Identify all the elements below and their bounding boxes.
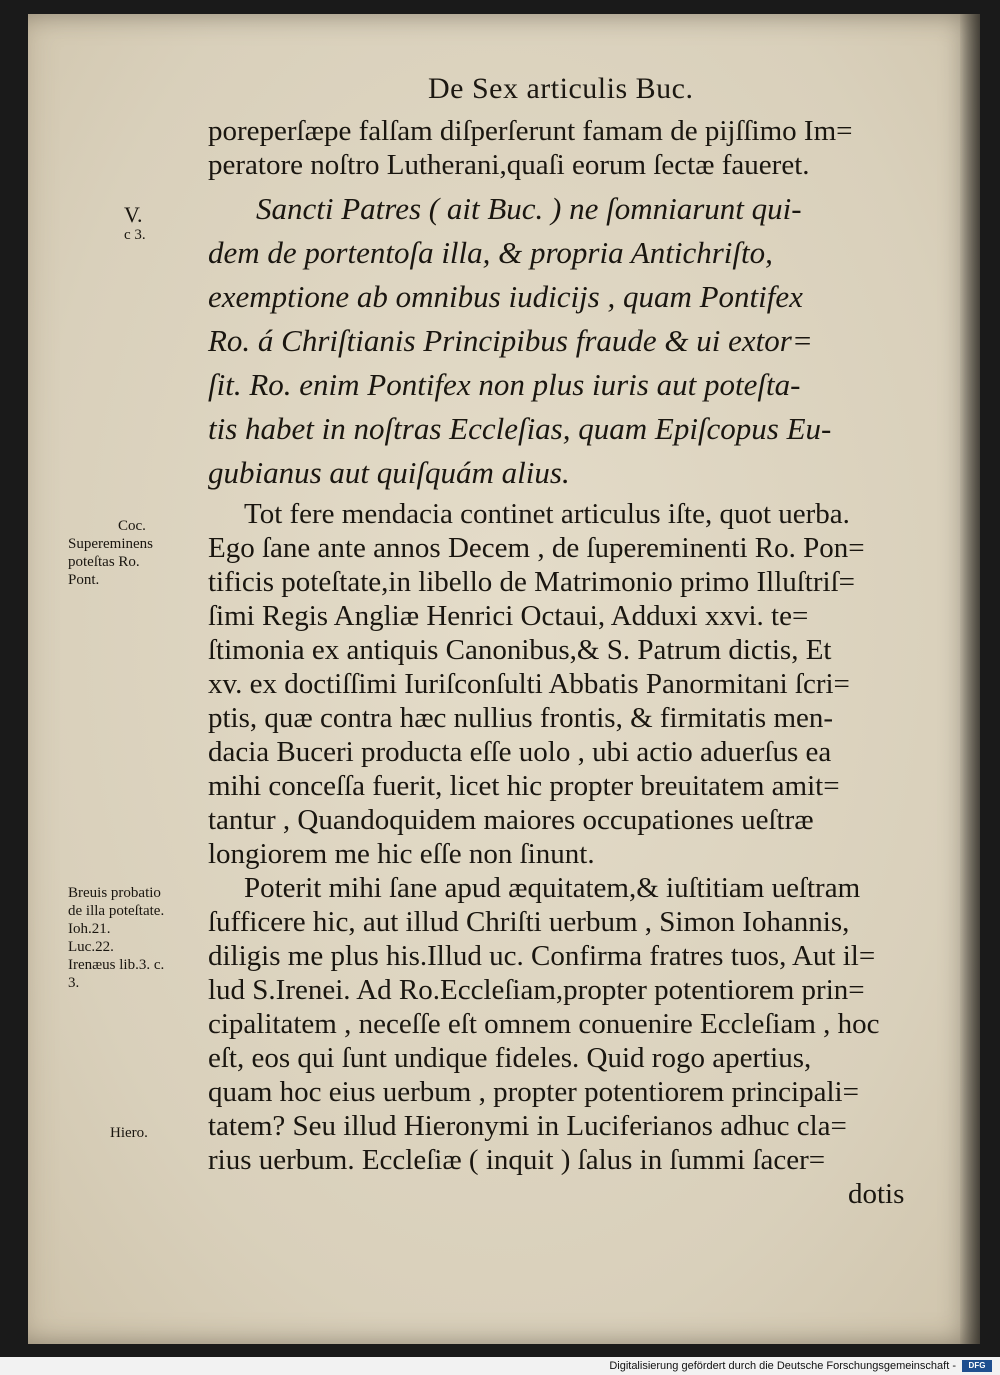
margin-note-line: Pont.	[68, 572, 100, 588]
text-line: Ro. á Chriſtianis Principibus fraude & ui extor=	[208, 323, 813, 358]
margin-note-line: Hiero.	[110, 1125, 148, 1141]
text-line: Sancti Patres ( ait Buc. ) ne ſomniarunt qui-	[256, 191, 802, 226]
text-line: tis habet in noſtras Eccleſias, quam Epiſcopus Eu-	[208, 411, 832, 446]
catchword: dotis	[848, 1178, 905, 1210]
text-line: cipalitatem , neceſſe eſt omnem conuenire Eccleſiam , hoc	[208, 1008, 880, 1040]
margin-note-line: Irenæus lib.3. c.	[68, 957, 165, 973]
text-line: ptis, quæ contra hæc nullius frontis, & firmitatis men-	[208, 702, 834, 734]
text-line: ſtimonia ex antiquis Canonibus,& S. Patrum dictis, Et	[208, 634, 832, 666]
text-line: peratore noſtro Lutherani,quaſi eorum ſectæ faueret.	[208, 149, 810, 181]
text-line: lud S.Irenei. Ad Ro.Eccleſiam,propter potentiorem prin=	[208, 974, 865, 1006]
text-line: ſimi Regis Angliæ Henrici Octaui, Adduxi xxvi. te=	[208, 600, 809, 632]
margin-note-2	[68, 517, 153, 589]
text-line: exemptione ab omnibus iudicijs , quam Pontifex	[208, 279, 803, 314]
text-line: longiorem me hic eſſe non ſinunt.	[208, 838, 595, 870]
text-line: diligis me plus his.Illud uc. Confirma fratres tuos, Aut il=	[208, 940, 876, 972]
dfg-logo[interactable]: DFG	[962, 1360, 992, 1372]
book-page	[28, 14, 980, 1344]
running-head: De Sex articulis Buc.	[428, 72, 694, 105]
margin-note-line: c 3.	[124, 227, 146, 243]
margin-note-line: Supereminens	[68, 536, 153, 552]
text-line: tatem? Seu illud Hieronymi in Luciferianos adhuc cla=	[208, 1110, 847, 1142]
text-line: dacia Buceri producta eſſe uolo , ubi actio aduerſus ea	[208, 736, 832, 768]
margin-note-line: 3.	[68, 975, 80, 991]
footer-credit: Digitalisierung gefördert durch die Deutsche Forschungsgemeinschaft -	[609, 1360, 956, 1372]
text-line: ſufficere hic, aut illud Chriſti uerbum , Simon Iohannis,	[208, 906, 850, 938]
text-line: tificis poteſtate,in libello de Matrimonio primo Illuſtriſ=	[208, 566, 855, 598]
text-line: mihi conceſſa fuerit, licet hic propter breuitatem amit=	[208, 770, 840, 802]
text-line: Poterit mihi ſane apud æquitatem,& iuſtitiam ueſtram	[244, 872, 861, 904]
margin-note-line: de illa poteſtate.	[68, 903, 165, 919]
text-line: gubianus aut quiſquám alius.	[208, 455, 570, 490]
margin-note-4	[110, 1124, 148, 1142]
footer-bar	[0, 1357, 1000, 1375]
text-line: ſit. Ro. enim Pontifex non plus iuris aut poteſta-	[208, 367, 801, 402]
text-line: dem de portentoſa illa, & propria Antichriſto,	[208, 235, 773, 270]
text-line: xv. ex doctiſſimi Iuriſconſulti Abbatis Panormitani ſcri=	[208, 668, 850, 700]
margin-note-line: V.	[124, 202, 143, 227]
margin-note-line: Ioh.21.	[68, 921, 111, 937]
margin-note-line: poteſtas Ro.	[68, 554, 140, 570]
margin-note-line: Coc.	[118, 518, 146, 534]
text-line: quam hoc eius uerbum , propter potentiorem principali=	[208, 1076, 859, 1108]
text-line: Tot fere mendacia continet articulus iſte, quot uerba.	[244, 498, 850, 530]
margin-note-line: Luc.22.	[68, 939, 114, 955]
text-line: poreperſæpe falſam diſperſerunt famam de pijſſimo Im=	[208, 115, 853, 147]
page-spine-shadow	[960, 14, 980, 1344]
margin-note-3	[68, 884, 164, 992]
text-line: tantur , Quandoquidem maiores occupationes ueſtræ	[208, 804, 814, 836]
margin-note-1	[124, 202, 146, 242]
text-line: Ego ſane ante annos Decem , de ſupereminenti Ro. Pon=	[208, 532, 865, 564]
margin-note-line: Breuis probatio	[68, 885, 161, 901]
text-line: rius uerbum. Eccleſiæ ( inquit ) ſalus in ſummi ſacer=	[208, 1144, 826, 1176]
text-line: eſt, eos qui ſunt undique fideles. Quid rogo apertius,	[208, 1042, 812, 1074]
